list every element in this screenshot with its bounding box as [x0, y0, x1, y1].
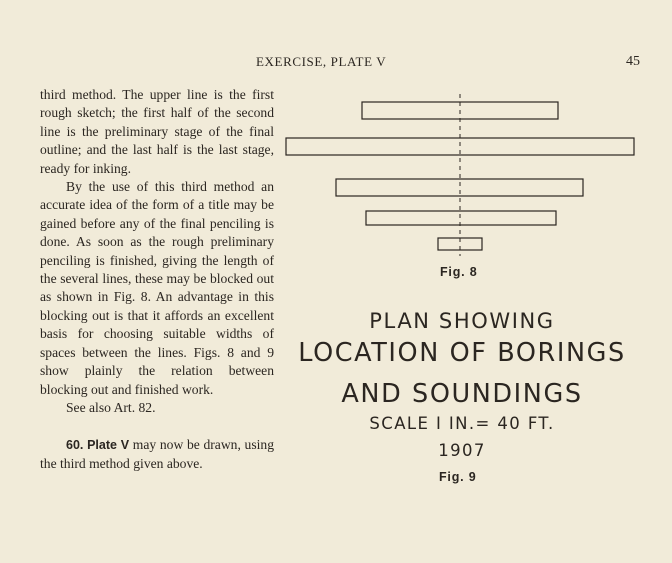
figure-8-caption: Fig. 8: [440, 265, 478, 279]
body-text-column: [40, 86, 274, 473]
cross-reference: See also Art. 82.: [66, 399, 156, 415]
figure-9-caption: Fig. 9: [439, 470, 477, 484]
title-line-soundings: AND SOUNDINGS: [341, 379, 583, 409]
block-line-4: [366, 211, 556, 225]
figure-8-blocking-diagram: [280, 88, 640, 258]
article-60: [40, 436, 274, 473]
page-header: [0, 54, 672, 72]
paragraph-third-method: third method. The upper line is the first rough sketch; the first half of the second line is the preliminary stage of the final outline; and the last half is the last stage, ready for inking.: [40, 87, 274, 176]
figure-8-svg: [280, 88, 640, 258]
paragraph-blocking-out: By the use of this third method an accurate idea of the form of a title may be gained before any of the final penciling is done. As soon as the rough preliminary penciling is finished, giving the length of the several lines, these may be blocked out as shown in Fig. 8. An advantage in this blocking out is that it affords an excellent basis for choosing suitable widths of spaces between the lines. Figs. 8 and 9 show plainly the relation between blocking out and finished work.: [40, 179, 274, 397]
article-lead: Plate V: [87, 438, 130, 453]
article-text: may now be drawn, using the third method given above.: [40, 437, 275, 471]
page-number: 45: [626, 54, 640, 69]
title-year-line: 1907: [438, 441, 486, 460]
title-line-location: LOCATION OF BORINGS: [298, 338, 626, 368]
article-number: 60.: [66, 438, 84, 453]
running-head: EXERCISE, PLATE V: [256, 54, 387, 69]
title-scale-line: SCALE I IN.= 40 FT.: [369, 414, 555, 433]
title-line-plan-showing: PLAN SHOWING: [369, 309, 555, 333]
